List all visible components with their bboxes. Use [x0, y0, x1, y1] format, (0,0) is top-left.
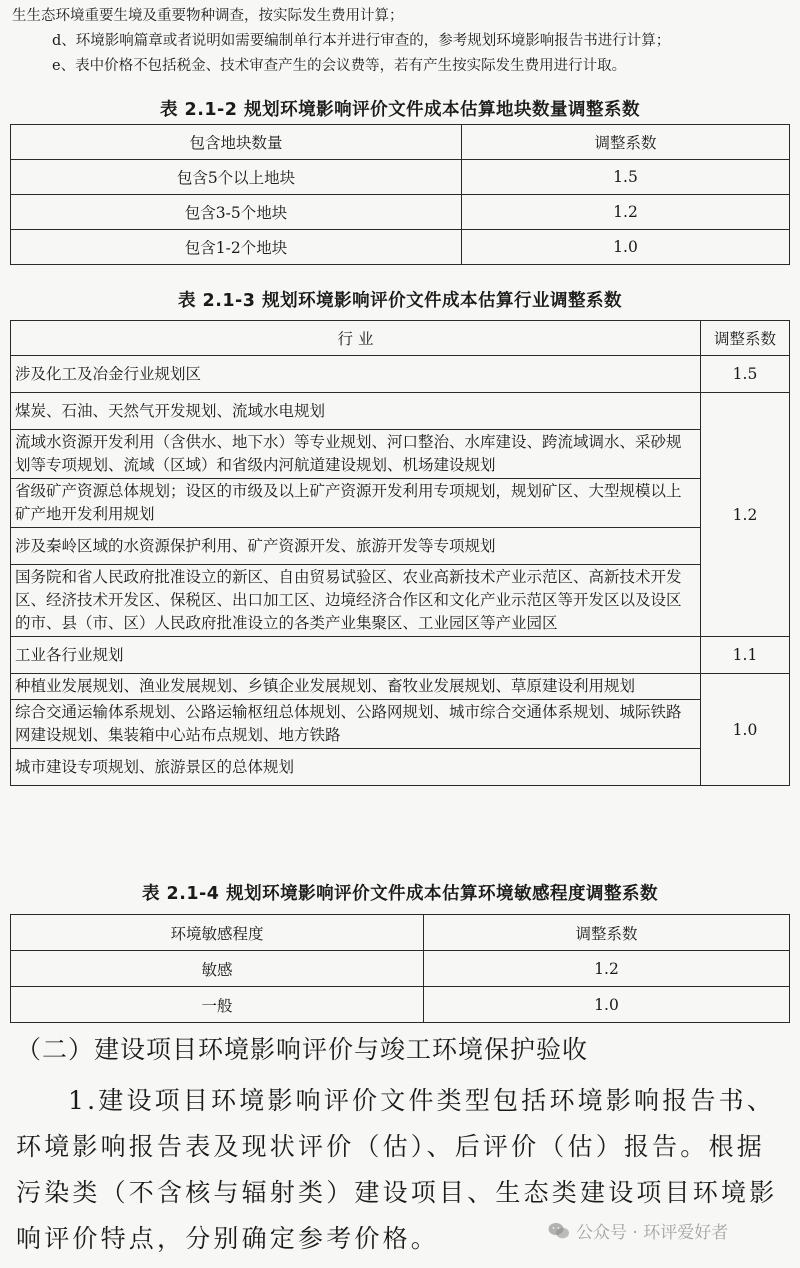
table-row [11, 430, 790, 479]
table-cell: 工业各行业规划 [11, 637, 701, 674]
table-row [11, 987, 790, 1023]
table-cell: 一般 [11, 987, 424, 1023]
coefficient-cell: 1.2 [701, 393, 790, 637]
table-row [11, 393, 790, 430]
table-header: 调整系数 [462, 125, 790, 160]
table-row [11, 230, 790, 265]
table-cell: 流域水资源开发利用（含供水、地下水）等专业规划、河口整治、水库建设、跨流域调水、采砂规划等专项规划、流域（区域）和省级内河航道建设规划、机场建设规划 [11, 430, 701, 479]
table-header: 包含地块数量 [11, 125, 462, 160]
watermark [548, 1218, 728, 1243]
table-row [11, 749, 790, 786]
table-row [11, 700, 790, 749]
table-header: 调整系数 [701, 321, 790, 356]
table-cell: 1.2 [424, 951, 790, 987]
watermark-text: 公众号 · 环评爱好者 [576, 1223, 729, 1243]
table-row [11, 674, 790, 700]
table-row [11, 637, 790, 674]
table-row [11, 479, 790, 528]
note-line: 生生态环境重要生境及重要物种调查，按实际发生费用计算； [12, 8, 404, 24]
table-cell: 涉及秦岭区域的水资源保护利用、矿产资源开发、旅游开发等专项规划 [11, 528, 701, 565]
table-cell: 国务院和省人民政府批准设立的新区、自由贸易试验区、农业高新技术产业示范区、高新技术开发区、经济技术开发区、保税区、出口加工区、边境经济合作区和文化产业示范区等开发区以及设区的市、县（市、区）人民政府批准设立的各类产业集聚区、工业园区等产业园区 [11, 565, 701, 637]
table-caption: 表 2.1-3 规划环境影响评价文件成本估算行业调整系数 [177, 291, 623, 311]
coefficient-cell: 1.0 [701, 674, 790, 786]
table-row [11, 195, 790, 230]
table-header: 行 业 [11, 321, 701, 356]
table-cell: 1.0 [424, 987, 790, 1023]
table-cell: 煤炭、石油、天然气开发规划、流域水电规划 [11, 393, 701, 430]
note-line: d、环境影响篇章或者说明如需要编制单行本并进行审查的，参考规划环境影响报告书进行计算； [52, 33, 671, 49]
table-cell: 1.0 [462, 230, 790, 265]
wechat-icon [548, 1222, 570, 1240]
section-heading: （二）建设项目环境影响评价与竣工环境保护验收 [16, 1035, 589, 1064]
table-cell: 涉及化工及冶金行业规划区 [11, 356, 701, 393]
table-row [11, 951, 790, 987]
table-caption: 表 2.1-2 规划环境影响评价文件成本估算地块数量调整系数 [159, 100, 641, 120]
table-cell: 1.2 [462, 195, 790, 230]
note-line: e、表中价格不包括税金、技术审查产生的会议费等，若有产生按实际发生费用进行计取。 [52, 58, 627, 74]
table-row [11, 528, 790, 565]
sensitivity-table [10, 914, 790, 1023]
table-header: 调整系数 [424, 915, 790, 951]
table-header: 环境敏感程度 [11, 915, 424, 951]
table-cell: 综合交通运输体系规划、公路运输枢纽总体规划、公路网规划、城市综合交通体系规划、城际铁路网建设规划、集装箱中心站布点规划、地方铁路 [11, 700, 701, 749]
table-cell: 包含1-2个地块 [11, 230, 462, 265]
table-row [11, 160, 790, 195]
table-row [11, 356, 790, 393]
table-cell: 城市建设专项规划、旅游景区的总体规划 [11, 749, 701, 786]
industry-table [10, 320, 790, 786]
coefficient-cell: 1.1 [701, 637, 790, 674]
table-cell: 敏感 [11, 951, 424, 987]
parcel-count-table [10, 124, 790, 265]
table-cell: 省级矿产资源总体规划；设区的市级及以上矿产资源开发利用专项规划，规划矿区、大型规模以上矿产地开发利用规划 [11, 479, 701, 528]
coefficient-cell: 1.5 [701, 356, 790, 393]
table-cell: 1.5 [462, 160, 790, 195]
table-row [11, 565, 790, 637]
body-paragraph: 1.建设项目环境影响评价文件类型包括环境影响报告书、环境影响报告表及现状评价（估）、后评价（估）报告。根据污染类（不含核与辐射类）建设项目、生态类建设项目环境影响评价特点，分别确定参考价格。 [16, 1086, 778, 1253]
table-caption: 表 2.1-4 规划环境影响评价文件成本估算环境敏感程度调整系数 [141, 884, 659, 904]
table-cell: 包含5个以上地块 [11, 160, 462, 195]
notes-block [12, 4, 792, 79]
table-cell: 种植业发展规划、渔业发展规划、乡镇企业发展规划、畜牧业发展规划、草原建设利用规划 [11, 674, 701, 700]
table-cell: 包含3-5个地块 [11, 195, 462, 230]
